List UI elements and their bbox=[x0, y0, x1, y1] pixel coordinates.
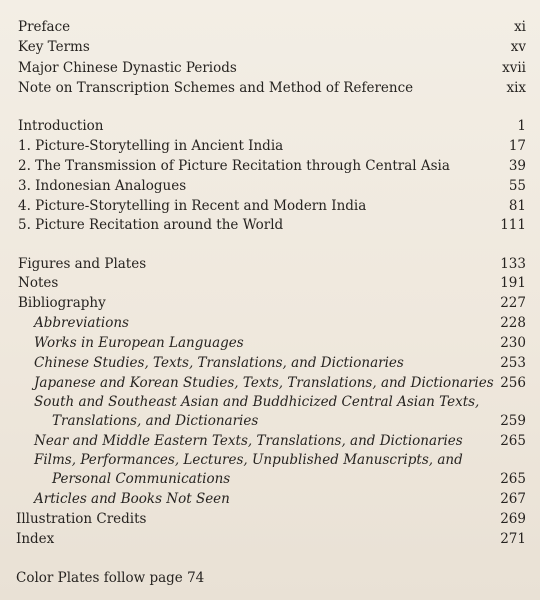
toc-entry-page: 267 bbox=[500, 491, 526, 507]
toc-entry-label: Key Terms bbox=[18, 39, 90, 55]
toc-entry-page: 256 bbox=[500, 375, 526, 391]
toc-entry-page: 271 bbox=[500, 531, 526, 547]
toc-subentry-label: Personal Communications bbox=[52, 471, 231, 487]
toc-entry-label: 3. Indonesian Analogues bbox=[18, 178, 187, 194]
toc-entry-key-terms bbox=[0, 37, 540, 57]
toc-entry-label: Illustration Credits bbox=[16, 511, 147, 527]
toc-entry-introduction bbox=[0, 116, 540, 136]
toc-entry-page: 111 bbox=[500, 217, 526, 233]
toc-entry-page: 228 bbox=[500, 315, 526, 331]
toc-entry-page: 269 bbox=[500, 511, 526, 527]
toc-entry-page: 259 bbox=[500, 413, 526, 429]
toc-entry-chapter-4 bbox=[0, 196, 540, 216]
toc-subentry-label: Abbreviations bbox=[34, 315, 129, 331]
toc-subentry-abbreviations bbox=[0, 313, 540, 333]
toc-entry-bibliography bbox=[0, 293, 540, 313]
toc-entry-figures-plates bbox=[0, 254, 540, 274]
toc-subentry-not-seen bbox=[0, 489, 540, 509]
toc-subentry-european bbox=[0, 333, 540, 353]
toc-entry-page: xvii bbox=[502, 60, 526, 76]
toc-subentry-label: Near and Middle Eastern Texts, Translations, and Dictionaries bbox=[34, 433, 463, 449]
toc-subentry-label: Japanese and Korean Studies, Texts, Translations, and Dictionaries bbox=[34, 375, 494, 391]
toc-entry-dynastic-periods bbox=[0, 58, 540, 78]
toc-entry-chapter-3 bbox=[0, 176, 540, 196]
toc-entry-page: 227 bbox=[500, 295, 526, 311]
toc-entry-notes bbox=[0, 273, 540, 293]
toc-entry-page: 265 bbox=[500, 471, 526, 487]
toc-entry-page: xi bbox=[514, 19, 526, 35]
toc-subentry-south-asian-line2 bbox=[0, 411, 540, 431]
toc-entry-chapter-2 bbox=[0, 156, 540, 176]
toc-entry-page: 1 bbox=[517, 118, 526, 134]
toc-entry-label: Notes bbox=[18, 275, 59, 291]
toc-entry-page: 265 bbox=[500, 433, 526, 449]
toc-entry-illustration-credits bbox=[0, 509, 540, 529]
toc-entry-label: 2. The Transmission of Picture Recitation through Central Asia bbox=[18, 158, 450, 174]
toc-entry-label: Index bbox=[16, 531, 55, 547]
color-plates-note: Color Plates follow page 74 bbox=[16, 570, 205, 586]
toc-subentry-label: Chinese Studies, Texts, Translations, and Dictionaries bbox=[34, 355, 404, 371]
toc-entry-label: Introduction bbox=[18, 118, 104, 134]
toc-subentry-label: Works in European Languages bbox=[34, 335, 244, 351]
toc-subentry-films-line2 bbox=[0, 469, 540, 489]
toc-entry-label: Major Chinese Dynastic Periods bbox=[18, 60, 237, 76]
toc-entry-label: Bibliography bbox=[18, 295, 106, 311]
toc-entry-label: 1. Picture-Storytelling in Ancient India bbox=[18, 138, 284, 154]
toc-entry-page: 17 bbox=[508, 138, 526, 154]
toc-subentry-label: Films, Performances, Lectures, Unpublished Manuscripts, and bbox=[34, 452, 463, 468]
toc-entry-label: Note on Transcription Schemes and Method of Reference bbox=[18, 80, 414, 96]
toc-entry-page: xv bbox=[510, 39, 526, 55]
toc-entry-page: 55 bbox=[508, 178, 526, 194]
toc-subentry-films-line1 bbox=[0, 450, 540, 470]
toc-entry-label: Preface bbox=[18, 19, 71, 35]
toc-entry-page: xix bbox=[506, 80, 526, 96]
toc-subentry-japanese-korean bbox=[0, 373, 540, 393]
toc-entry-label: 4. Picture-Storytelling in Recent and Modern India bbox=[18, 198, 367, 214]
toc-subentry-south-asian-line1 bbox=[0, 392, 540, 412]
toc-entry-preface bbox=[0, 17, 540, 37]
toc-entry-page: 39 bbox=[508, 158, 526, 174]
toc-subentry-label: South and Southeast Asian and Buddhicized Central Asian Texts, bbox=[34, 394, 480, 410]
toc-entry-page: 133 bbox=[500, 256, 526, 272]
toc-entry-page: 191 bbox=[500, 275, 526, 291]
toc-entry-index bbox=[0, 529, 540, 549]
toc-entry-label: 5. Picture Recitation around the World bbox=[18, 217, 284, 233]
toc-entry-page: 81 bbox=[508, 198, 526, 214]
toc-subentry-chinese bbox=[0, 353, 540, 373]
toc-entry-page: 253 bbox=[500, 355, 526, 371]
toc-subentry-near-eastern bbox=[0, 431, 540, 451]
toc-subentry-label: Translations, and Dictionaries bbox=[52, 413, 259, 429]
toc-entry-chapter-5 bbox=[0, 215, 540, 235]
toc-entry-chapter-1 bbox=[0, 136, 540, 156]
toc-entry-page: 230 bbox=[500, 335, 526, 351]
toc-subentry-label: Articles and Books Not Seen bbox=[34, 491, 230, 507]
toc-entry-transcription-note bbox=[0, 78, 540, 98]
toc-entry-label: Figures and Plates bbox=[18, 256, 147, 272]
